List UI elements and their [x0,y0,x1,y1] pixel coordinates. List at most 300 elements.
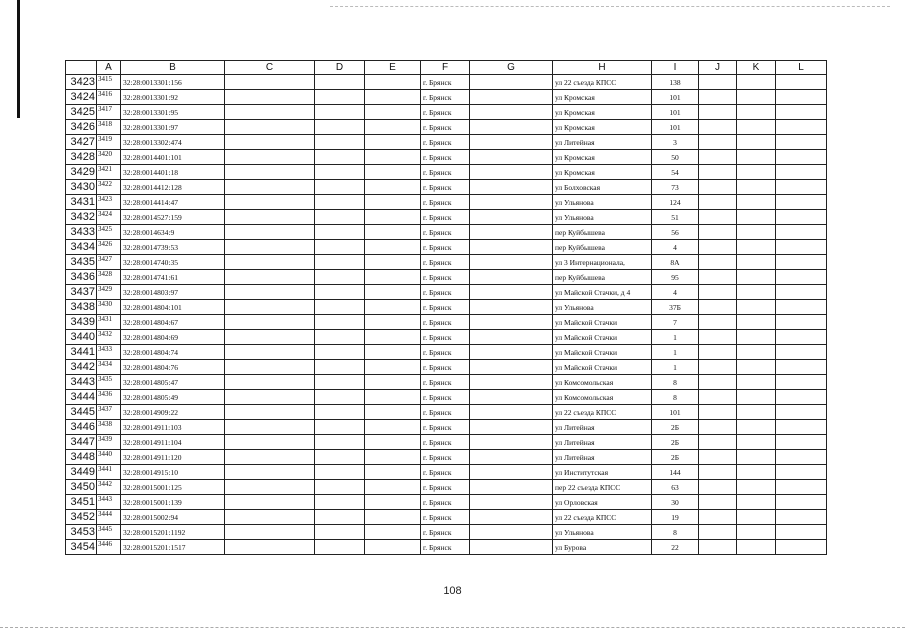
cell-k[interactable] [737,180,776,195]
column-header[interactable]: F [421,61,470,75]
cell-c[interactable] [225,345,315,360]
cell-l[interactable] [776,120,827,135]
row-number[interactable]: 3448 [66,450,97,465]
cell-e[interactable] [365,240,421,255]
cell-k[interactable] [737,315,776,330]
cell-l[interactable] [776,75,827,90]
row-number[interactable]: 3451 [66,495,97,510]
cell-e[interactable] [365,75,421,90]
cell-k[interactable] [737,120,776,135]
column-header[interactable]: C [225,61,315,75]
cell-d[interactable] [315,540,365,555]
cell-j[interactable] [699,180,737,195]
cell-e[interactable] [365,285,421,300]
cell-d[interactable] [315,270,365,285]
cell-e[interactable] [365,375,421,390]
cell-j[interactable] [699,450,737,465]
cell-l[interactable] [776,255,827,270]
cell-e[interactable] [365,90,421,105]
cell-i-house[interactable]: 73 [652,180,699,195]
cell-i-house[interactable]: 3 [652,135,699,150]
cell-k[interactable] [737,330,776,345]
cell-h-street[interactable]: ул Майской Стачки [553,360,652,375]
cell-k[interactable] [737,225,776,240]
cell-k[interactable] [737,150,776,165]
row-number[interactable]: 3452 [66,510,97,525]
cell-l[interactable] [776,480,827,495]
cell-i-house[interactable]: 2Б [652,420,699,435]
row-number[interactable]: 3438 [66,300,97,315]
cell-j[interactable] [699,285,737,300]
cell-d[interactable] [315,360,365,375]
cell-j[interactable] [699,120,737,135]
cell-c[interactable] [225,90,315,105]
cell-h-street[interactable]: ул 22 съезда КПСС [553,510,652,525]
cell-h-street[interactable]: ул Ульянова [553,195,652,210]
cell-j[interactable] [699,75,737,90]
row-number[interactable]: 3424 [66,90,97,105]
cell-h-street[interactable]: ул Кромская [553,90,652,105]
cell-g[interactable] [470,450,553,465]
row-number[interactable]: 3447 [66,435,97,450]
cell-d[interactable] [315,210,365,225]
cell-g[interactable] [470,150,553,165]
cell-h-street[interactable]: ул Майской Стачки [553,345,652,360]
cell-a[interactable]: 3426 [97,240,121,255]
cell-l[interactable] [776,345,827,360]
cell-c[interactable] [225,180,315,195]
cell-e[interactable] [365,480,421,495]
cell-f-city[interactable]: г. Брянск [421,525,470,540]
row-number[interactable]: 3432 [66,210,97,225]
cell-a[interactable]: 3431 [97,315,121,330]
cell-b-cadastral-number[interactable]: 32:28:0014741:61 [121,270,225,285]
cell-d[interactable] [315,510,365,525]
cell-l[interactable] [776,165,827,180]
cell-j[interactable] [699,225,737,240]
cell-l[interactable] [776,540,827,555]
cell-h-street[interactable]: ул 3 Интернационала, [553,255,652,270]
cell-g[interactable] [470,195,553,210]
cell-e[interactable] [365,180,421,195]
cell-b-cadastral-number[interactable]: 32:28:0014412:128 [121,180,225,195]
cell-c[interactable] [225,360,315,375]
cell-g[interactable] [470,420,553,435]
cell-c[interactable] [225,75,315,90]
cell-i-house[interactable]: 51 [652,210,699,225]
cell-i-house[interactable]: 101 [652,90,699,105]
cell-c[interactable] [225,525,315,540]
cell-b-cadastral-number[interactable]: 32:28:0013301:92 [121,90,225,105]
cell-e[interactable] [365,495,421,510]
cell-e[interactable] [365,270,421,285]
cell-f-city[interactable]: г. Брянск [421,270,470,285]
cell-g[interactable] [470,360,553,375]
cell-f-city[interactable]: г. Брянск [421,345,470,360]
cell-e[interactable] [365,195,421,210]
cell-f-city[interactable]: г. Брянск [421,405,470,420]
cell-d[interactable] [315,165,365,180]
cell-b-cadastral-number[interactable]: 32:28:0014911:104 [121,435,225,450]
cell-f-city[interactable]: г. Брянск [421,210,470,225]
cell-h-street[interactable]: ул Литейная [553,135,652,150]
cell-g[interactable] [470,525,553,540]
cell-c[interactable] [225,390,315,405]
cell-b-cadastral-number[interactable]: 32:28:0014634:9 [121,225,225,240]
cell-j[interactable] [699,105,737,120]
cell-e[interactable] [365,465,421,480]
cell-b-cadastral-number[interactable]: 32:28:0015201:1517 [121,540,225,555]
cell-j[interactable] [699,210,737,225]
cell-c[interactable] [225,195,315,210]
cell-k[interactable] [737,480,776,495]
cell-a[interactable]: 3442 [97,480,121,495]
cell-a[interactable]: 3435 [97,375,121,390]
cell-i-house[interactable]: 101 [652,120,699,135]
row-number[interactable]: 3441 [66,345,97,360]
cell-k[interactable] [737,390,776,405]
cell-b-cadastral-number[interactable]: 32:28:0014909:22 [121,405,225,420]
cell-d[interactable] [315,375,365,390]
cell-c[interactable] [225,480,315,495]
cell-e[interactable] [365,540,421,555]
cell-a[interactable]: 3418 [97,120,121,135]
cell-l[interactable] [776,420,827,435]
cell-l[interactable] [776,300,827,315]
cell-i-house[interactable]: 8 [652,390,699,405]
cell-h-street[interactable]: ул Болховская [553,180,652,195]
cell-l[interactable] [776,105,827,120]
cell-j[interactable] [699,135,737,150]
cell-i-house[interactable]: 19 [652,510,699,525]
cell-j[interactable] [699,90,737,105]
cell-e[interactable] [365,225,421,240]
cell-i-house[interactable]: 22 [652,540,699,555]
cell-f-city[interactable]: г. Брянск [421,450,470,465]
cell-f-city[interactable]: г. Брянск [421,375,470,390]
cell-c[interactable] [225,120,315,135]
cell-e[interactable] [365,255,421,270]
cell-i-house[interactable]: 101 [652,105,699,120]
cell-d[interactable] [315,255,365,270]
cell-g[interactable] [470,255,553,270]
cell-k[interactable] [737,495,776,510]
cell-i-house[interactable]: 54 [652,165,699,180]
cell-g[interactable] [470,435,553,450]
cell-e[interactable] [365,330,421,345]
cell-i-house[interactable]: 4 [652,240,699,255]
cell-d[interactable] [315,480,365,495]
cell-i-house[interactable]: 1 [652,345,699,360]
cell-j[interactable] [699,540,737,555]
cell-j[interactable] [699,480,737,495]
cell-h-street[interactable]: ул Ульянова [553,210,652,225]
cell-b-cadastral-number[interactable]: 32:28:0015001:125 [121,480,225,495]
cell-f-city[interactable]: г. Брянск [421,165,470,180]
cell-j[interactable] [699,240,737,255]
row-number[interactable]: 3429 [66,165,97,180]
cell-k[interactable] [737,540,776,555]
cell-f-city[interactable]: г. Брянск [421,285,470,300]
cell-h-street[interactable]: пер Куйбышева [553,240,652,255]
cell-g[interactable] [470,345,553,360]
cell-l[interactable] [776,240,827,255]
cell-a[interactable]: 3429 [97,285,121,300]
cell-l[interactable] [776,465,827,480]
cell-a[interactable]: 3416 [97,90,121,105]
cell-g[interactable] [470,390,553,405]
cell-h-street[interactable]: ул Ульянова [553,300,652,315]
cell-f-city[interactable]: г. Брянск [421,75,470,90]
cell-g[interactable] [470,180,553,195]
cell-a[interactable]: 3446 [97,540,121,555]
cell-d[interactable] [315,345,365,360]
cell-i-house[interactable]: 95 [652,270,699,285]
cell-d[interactable] [315,525,365,540]
cell-h-street[interactable]: ул Литейная [553,450,652,465]
cell-h-street[interactable]: ул Бурова [553,540,652,555]
cell-i-house[interactable]: 138 [652,75,699,90]
cell-e[interactable] [365,135,421,150]
cell-c[interactable] [225,495,315,510]
row-number[interactable]: 3449 [66,465,97,480]
cell-a[interactable]: 3438 [97,420,121,435]
cell-d[interactable] [315,105,365,120]
column-header[interactable]: A [97,61,121,75]
cell-a[interactable]: 3436 [97,390,121,405]
cell-a[interactable]: 3437 [97,405,121,420]
cell-j[interactable] [699,525,737,540]
cell-b-cadastral-number[interactable]: 32:28:0014915:10 [121,465,225,480]
cell-j[interactable] [699,420,737,435]
cell-a[interactable]: 3445 [97,525,121,540]
cell-k[interactable] [737,375,776,390]
cell-h-street[interactable]: пер 22 съезда КПСС [553,480,652,495]
row-number[interactable]: 3442 [66,360,97,375]
row-number[interactable]: 3453 [66,525,97,540]
cell-h-street[interactable]: ул Институтская [553,465,652,480]
row-number[interactable]: 3435 [66,255,97,270]
cell-e[interactable] [365,420,421,435]
cell-f-city[interactable]: г. Брянск [421,495,470,510]
cell-c[interactable] [225,405,315,420]
cell-g[interactable] [470,480,553,495]
cell-b-cadastral-number[interactable]: 32:28:0014739:53 [121,240,225,255]
cell-i-house[interactable]: 1 [652,360,699,375]
cell-k[interactable] [737,75,776,90]
cell-j[interactable] [699,255,737,270]
cell-a[interactable]: 3425 [97,225,121,240]
cell-d[interactable] [315,435,365,450]
cell-h-street[interactable]: ул Кромская [553,120,652,135]
cell-h-street[interactable]: ул Кромская [553,150,652,165]
cell-g[interactable] [470,465,553,480]
cell-g[interactable] [470,330,553,345]
cell-e[interactable] [365,435,421,450]
cell-i-house[interactable]: 30 [652,495,699,510]
cell-l[interactable] [776,150,827,165]
column-header[interactable]: J [699,61,737,75]
cell-j[interactable] [699,510,737,525]
cell-l[interactable] [776,90,827,105]
cell-i-house[interactable]: 8А [652,255,699,270]
column-header[interactable]: B [121,61,225,75]
cell-d[interactable] [315,315,365,330]
cell-g[interactable] [470,510,553,525]
cell-k[interactable] [737,195,776,210]
cell-d[interactable] [315,195,365,210]
row-number[interactable]: 3439 [66,315,97,330]
cell-f-city[interactable]: г. Брянск [421,225,470,240]
row-number[interactable]: 3436 [66,270,97,285]
row-number[interactable]: 3427 [66,135,97,150]
cell-e[interactable] [365,510,421,525]
cell-f-city[interactable]: г. Брянск [421,420,470,435]
cell-g[interactable] [470,375,553,390]
row-number[interactable]: 3428 [66,150,97,165]
cell-a[interactable]: 3432 [97,330,121,345]
cell-c[interactable] [225,330,315,345]
cell-i-house[interactable]: 1 [652,330,699,345]
cell-e[interactable] [365,120,421,135]
cell-d[interactable] [315,240,365,255]
cell-d[interactable] [315,285,365,300]
cell-g[interactable] [470,135,553,150]
cell-d[interactable] [315,495,365,510]
row-number[interactable]: 3430 [66,180,97,195]
cell-b-cadastral-number[interactable]: 32:28:0015001:139 [121,495,225,510]
cell-a[interactable]: 3428 [97,270,121,285]
cell-c[interactable] [225,105,315,120]
cell-c[interactable] [225,375,315,390]
cell-h-street[interactable]: ул Кромская [553,165,652,180]
cell-l[interactable] [776,270,827,285]
cell-e[interactable] [365,345,421,360]
cell-h-street[interactable]: пер Куйбышева [553,225,652,240]
cell-k[interactable] [737,510,776,525]
column-header[interactable]: G [470,61,553,75]
cell-h-street[interactable]: ул Кромская [553,105,652,120]
cell-d[interactable] [315,405,365,420]
cell-l[interactable] [776,195,827,210]
cell-i-house[interactable]: 8 [652,525,699,540]
cell-b-cadastral-number[interactable]: 32:28:0014527:159 [121,210,225,225]
cell-i-house[interactable]: 124 [652,195,699,210]
cell-b-cadastral-number[interactable]: 32:28:0014804:74 [121,345,225,360]
cell-d[interactable] [315,390,365,405]
cell-i-house[interactable]: 8 [652,375,699,390]
cell-e[interactable] [365,405,421,420]
cell-b-cadastral-number[interactable]: 32:28:0013302:474 [121,135,225,150]
cell-h-street[interactable]: ул Комсомольская [553,375,652,390]
cell-f-city[interactable]: г. Брянск [421,195,470,210]
cell-h-street[interactable]: ул Литейная [553,435,652,450]
cell-g[interactable] [470,300,553,315]
column-header[interactable]: H [553,61,652,75]
cell-h-street[interactable]: ул Майской Стачки [553,315,652,330]
cell-l[interactable] [776,375,827,390]
row-number[interactable]: 3454 [66,540,97,555]
cell-d[interactable] [315,120,365,135]
cell-j[interactable] [699,495,737,510]
cell-k[interactable] [737,435,776,450]
cell-f-city[interactable]: г. Брянск [421,135,470,150]
cell-b-cadastral-number[interactable]: 32:28:0015201:1192 [121,525,225,540]
row-number[interactable]: 3446 [66,420,97,435]
cell-g[interactable] [470,120,553,135]
cell-k[interactable] [737,135,776,150]
cell-f-city[interactable]: г. Брянск [421,330,470,345]
cell-a[interactable]: 3441 [97,465,121,480]
cell-b-cadastral-number[interactable]: 32:28:0014401:18 [121,165,225,180]
cell-f-city[interactable]: г. Брянск [421,480,470,495]
cell-c[interactable] [225,150,315,165]
cell-c[interactable] [225,165,315,180]
cell-g[interactable] [470,540,553,555]
cell-l[interactable] [776,435,827,450]
cell-f-city[interactable]: г. Брянск [421,150,470,165]
cell-l[interactable] [776,285,827,300]
cell-g[interactable] [470,495,553,510]
cell-j[interactable] [699,300,737,315]
cell-f-city[interactable]: г. Брянск [421,180,470,195]
cell-b-cadastral-number[interactable]: 32:28:0014805:47 [121,375,225,390]
cell-k[interactable] [737,165,776,180]
cell-j[interactable] [699,405,737,420]
cell-j[interactable] [699,165,737,180]
cell-a[interactable]: 3427 [97,255,121,270]
cell-l[interactable] [776,495,827,510]
cell-k[interactable] [737,525,776,540]
cell-a[interactable]: 3422 [97,180,121,195]
row-number[interactable]: 3444 [66,390,97,405]
cell-d[interactable] [315,330,365,345]
cell-g[interactable] [470,165,553,180]
cell-g[interactable] [470,75,553,90]
cell-j[interactable] [699,315,737,330]
cell-i-house[interactable]: 56 [652,225,699,240]
cell-c[interactable] [225,210,315,225]
cell-j[interactable] [699,270,737,285]
cell-g[interactable] [470,315,553,330]
cell-i-house[interactable]: 37Б [652,300,699,315]
cell-d[interactable] [315,150,365,165]
cell-g[interactable] [470,225,553,240]
cell-g[interactable] [470,240,553,255]
cell-h-street[interactable]: ул Литейная [553,420,652,435]
cell-a[interactable]: 3424 [97,210,121,225]
cell-a[interactable]: 3440 [97,450,121,465]
cell-h-street[interactable]: ул 22 съезда КПСС [553,405,652,420]
cell-l[interactable] [776,405,827,420]
cell-k[interactable] [737,405,776,420]
cell-l[interactable] [776,210,827,225]
column-header[interactable]: E [365,61,421,75]
cell-j[interactable] [699,375,737,390]
cell-k[interactable] [737,240,776,255]
cell-f-city[interactable]: г. Брянск [421,435,470,450]
cell-l[interactable] [776,180,827,195]
cell-k[interactable] [737,465,776,480]
cell-g[interactable] [470,210,553,225]
cell-j[interactable] [699,465,737,480]
cell-a[interactable]: 3417 [97,105,121,120]
cell-i-house[interactable]: 63 [652,480,699,495]
cell-c[interactable] [225,540,315,555]
cell-h-street[interactable]: ул Майской Стачки [553,330,652,345]
cell-j[interactable] [699,390,737,405]
cell-d[interactable] [315,75,365,90]
